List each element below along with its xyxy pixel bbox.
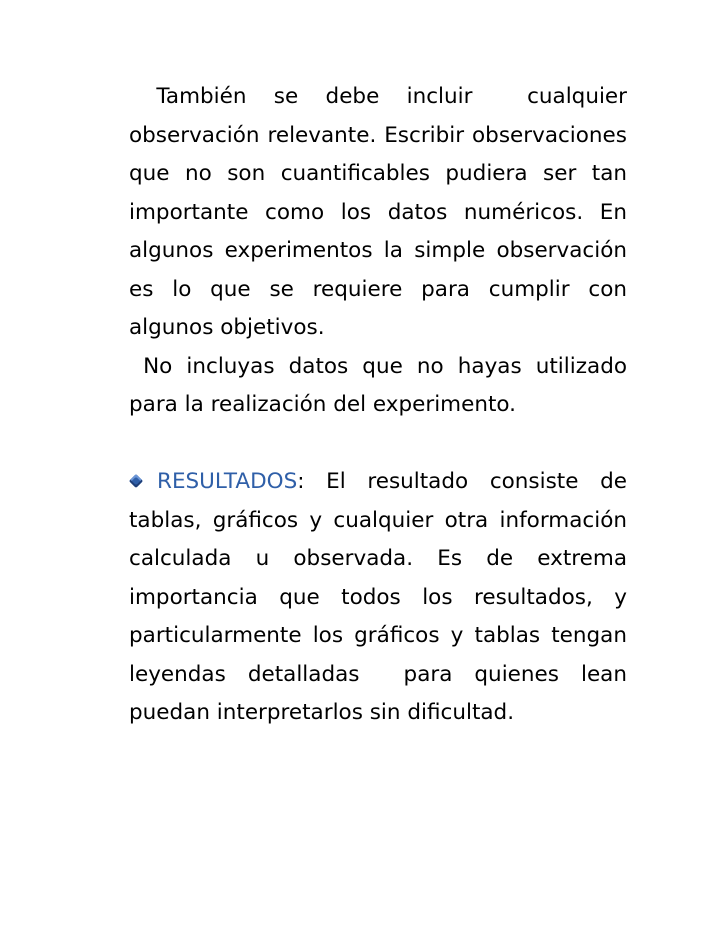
paragraph-data-usage: No incluyas datos que no hayas utilizado para la realización del experimento. [129, 353, 627, 417]
paragraph-spacer [129, 425, 627, 464]
document-page [129, 78, 627, 733]
results-heading: RESULTADOS [157, 469, 298, 494]
results-list-item [129, 463, 627, 733]
results-text: : El resultado consiste de tablas, gráficos y cualquier otra información calculada u observada. Es de extrema importancia que todos los resultados, y particularmente los gráficos y tablas tengan leyendas detalladas para quienes lean puedan interpretarlos sin dificultad. [129, 469, 627, 725]
diamond-bullet-icon [129, 474, 143, 488]
paragraph-observations: También se debe incluir cualquier observación relevante. Escribir observaciones que no son cuantificables pudiera ser tan importante como los datos numéricos. En algunos experimentos la simple observación es lo que se requiere para cumplir con algunos objetivos. [129, 84, 627, 340]
